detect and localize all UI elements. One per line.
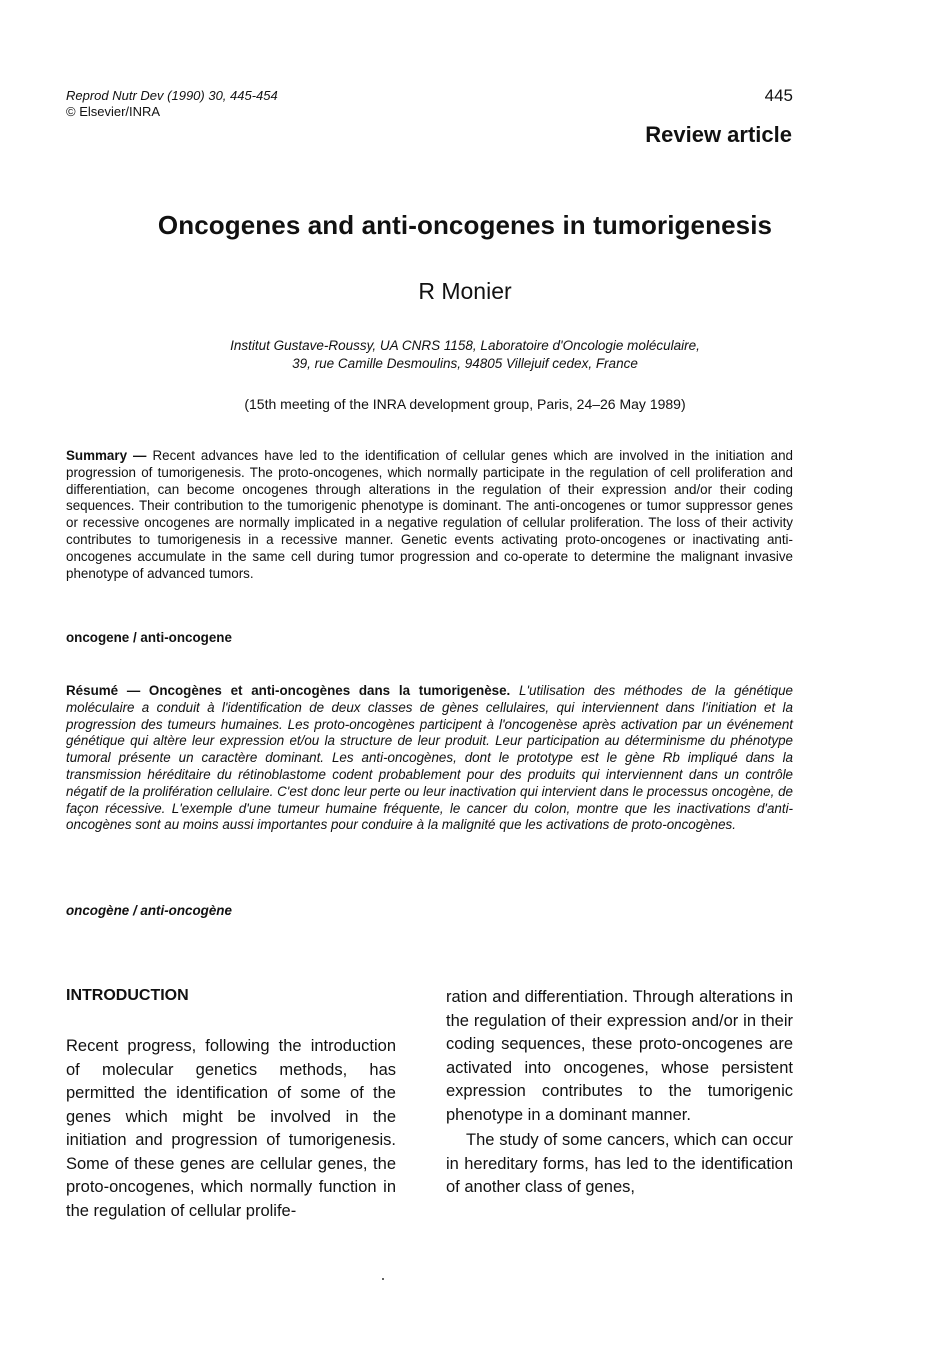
article-type: Review article [645,122,792,147]
resume-lead: Résumé — Oncogènes et anti-oncogènes dans la tumorigenèse. [66,683,511,698]
body-column-left [66,1035,396,1223]
article-title: Oncogenes and anti-oncogenes in tumorigenesis [157,210,773,240]
journal-citation: Reprod Nutr Dev (1990) 30, 445-454 [66,88,278,103]
summary-lead: Summary — [66,448,147,463]
intro-paragraph-1: Recent progress, following the introduction of molecular genetics methods, has permitted the identification of some of the genes which might be involved in the initiation and progression of tumorigenesis. Some of these genes are cellular genes, the proto-oncogenes, which normally function in the regulation of cellular prolife- [66,1037,396,1220]
resume-keywords: oncogène / anti-oncogène [66,903,232,918]
summary-text: Recent advances have led to the identification of cellular genes which are involved in the initiation and progression of tumorigenesis. The proto-oncogenes, which normally participate in the regulation of cell proliferation and differentiation, can become oncogenes through alterations in the regulation of their expression and/or their coding sequences. Their contribution to the tumorigenic phenotype is dominant. The anti-oncogenes or tumor suppressor genes or recessive oncogenes are normally implicated in a negative regulation of cellular proliferation. The loss of their activity contributes to tumorigenesis in a recessive manner. Genetic events activating proto-oncogenes or inactivating anti-oncogenes accumulate in the same cell during tumor progression and co-operate to determine the malignant invasive phenotype of advanced tumors. [66,448,793,581]
journal-citation-block [66,88,278,120]
intro-paragraph-2: The study of some cancers, which can occur in hereditary forms, has led to the identification of another class of genes, [446,1131,793,1196]
summary-keywords: oncogene / anti-oncogene [66,630,232,645]
scan-speck [382,1278,384,1280]
affiliation-line-2: 39, rue Camille Desmoulins, 94805 Villejuif cedex, France [292,356,638,371]
page-number: 445 [764,86,793,105]
copyright-line: © Elsevier/INRA [66,104,161,119]
author-name: R Monier [418,278,512,304]
introduction-heading: INTRODUCTION [66,987,189,1004]
resume-abstract [66,683,793,834]
summary-abstract [66,448,793,582]
affiliation-line-1: Institut Gustave-Roussy, UA CNRS 1158, Laboratoire d'Oncologie moléculaire, [230,338,700,353]
intro-paragraph-1-continued: ration and differentiation. Through alterations in the regulation of their expression and/or in their coding sequences, these proto-oncogenes are activated into oncogenes, whose persistent expression contributes to the tumorigenic phenotype in a dominant manner. [446,988,793,1124]
affiliation [0,337,930,373]
body-column-right [446,986,793,1200]
meeting-note: (15th meeting of the INRA development group, Paris, 24–26 May 1989) [244,396,686,412]
resume-text: L'utilisation des méthodes de la génétique moléculaire a conduit à l'identification de deux classes de gènes cellulaires, qui interviennent dans l'initiation et la progression des tumeurs humaines. Les proto-oncogènes participent à l'oncogenèse après activation par un événement génétique qui altère leur expression et/ou la structure de leur produit. Leur participation au déterminisme du phénotype tumoral présente un caractère dominant. Les anti-oncogènes, dont le prototype est le gène Rb impliqué dans la transmission héréditaire du rétinoblastome codent probablement pour des produits qui interviennent dans un contrôle négatif de la prolifération cellulaire. C'est donc leur perte ou leur inactivation qui intervient dans le processus oncogène, de façon récessive. L'exemple d'une tumeur humaine fréquente, le cancer du colon, montre que les inactivations d'anti-oncogènes sont au moins aussi importantes pour conduire à la malignité que les activations de proto-oncogènes. [66,683,793,833]
